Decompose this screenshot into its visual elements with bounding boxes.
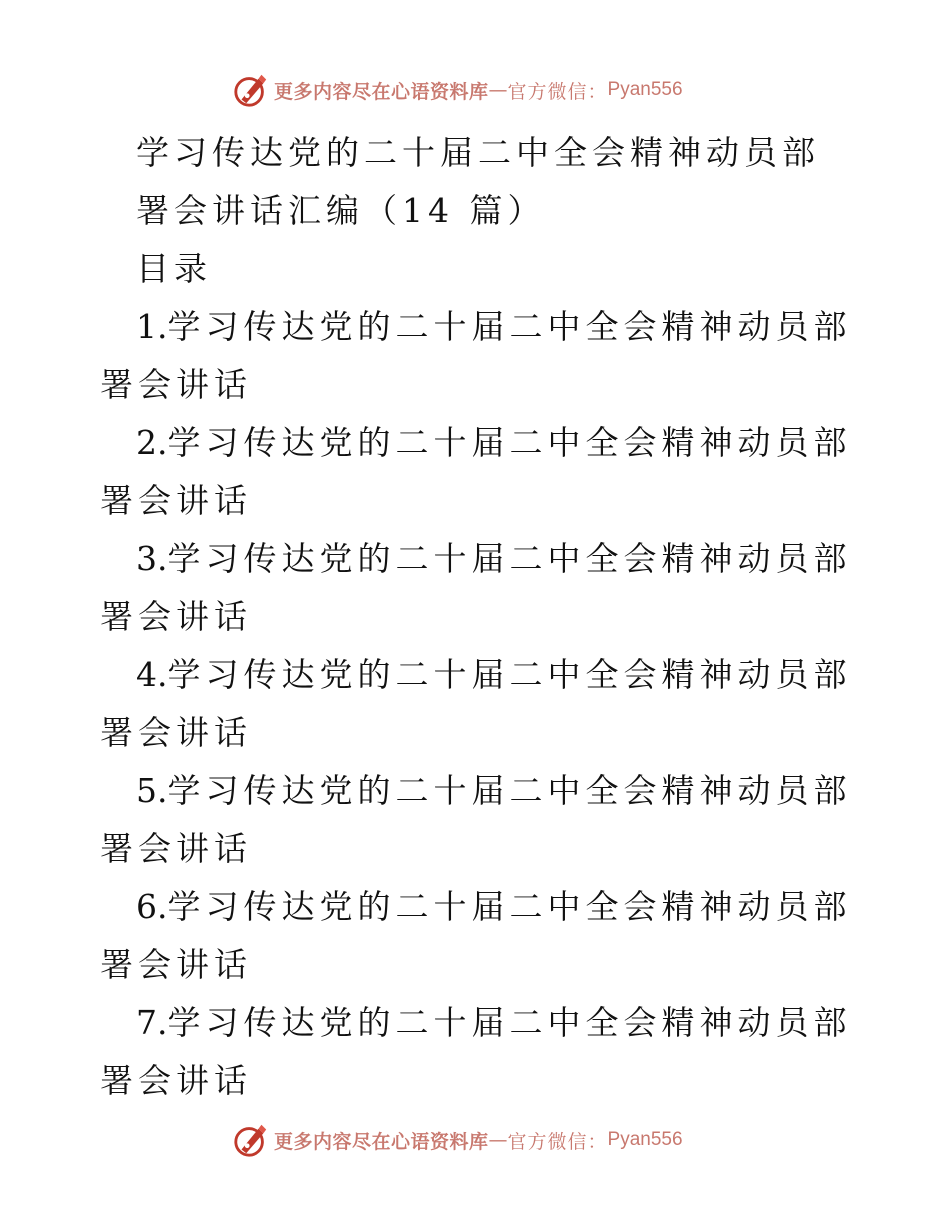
header-banner[interactable]	[232, 70, 712, 110]
banner-dash: —	[488, 79, 508, 101]
pen-logo-icon	[232, 71, 270, 109]
toc-item-number: 2.	[136, 423, 168, 462]
banner-slogan: 更多内容尽在心语资料库	[274, 80, 489, 103]
toc-item-text: 学习传达党的二十届二中全会精神动员部署会讲话	[100, 539, 852, 636]
toc-item[interactable]	[100, 646, 860, 762]
footer-banner[interactable]	[232, 1120, 712, 1160]
document-body	[100, 124, 860, 1110]
toc-item[interactable]	[100, 762, 860, 878]
toc-item-text: 学习传达党的二十届二中全会精神动员部署会讲话	[100, 307, 852, 404]
document-title-line-1: 学习传达党的二十届二中全会精神动员部	[136, 133, 820, 172]
pen-logo-icon	[232, 1121, 270, 1159]
toc-item[interactable]	[100, 414, 860, 530]
banner-wechat-id: Pyan556	[607, 79, 683, 100]
toc-item-number: 3.	[136, 539, 168, 578]
toc-item[interactable]	[100, 878, 860, 994]
banner-wechat-id: Pyan556	[607, 1129, 683, 1150]
toc-item[interactable]	[100, 298, 860, 414]
toc-item-text: 学习传达党的二十届二中全会精神动员部署会讲话	[100, 887, 852, 984]
toc-item-text: 学习传达党的二十届二中全会精神动员部署会讲话	[100, 771, 852, 868]
toc-item-number: 5.	[136, 771, 168, 810]
toc-item-number: 6.	[136, 887, 168, 926]
toc-item[interactable]	[100, 530, 860, 646]
document-title-line-2: 署会讲话汇编（14 篇）	[136, 191, 546, 230]
toc-heading: 目录	[136, 249, 212, 288]
banner-wechat-label: 官方微信：	[507, 1130, 608, 1153]
toc-item-text: 学习传达党的二十届二中全会精神动员部署会讲话	[100, 423, 852, 520]
toc-item-number: 4.	[136, 655, 168, 694]
toc-item-number: 7.	[136, 1003, 168, 1042]
banner-slogan: 更多内容尽在心语资料库	[274, 1130, 489, 1153]
toc-item-text: 学习传达党的二十届二中全会精神动员部署会讲话	[100, 655, 852, 752]
toc-item[interactable]	[100, 994, 860, 1110]
banner-wechat-label: 官方微信：	[507, 80, 608, 103]
toc-item-text: 学习传达党的二十届二中全会精神动员部署会讲话	[100, 1003, 852, 1100]
toc-item-number: 1.	[136, 307, 168, 346]
banner-dash: —	[488, 1129, 508, 1151]
